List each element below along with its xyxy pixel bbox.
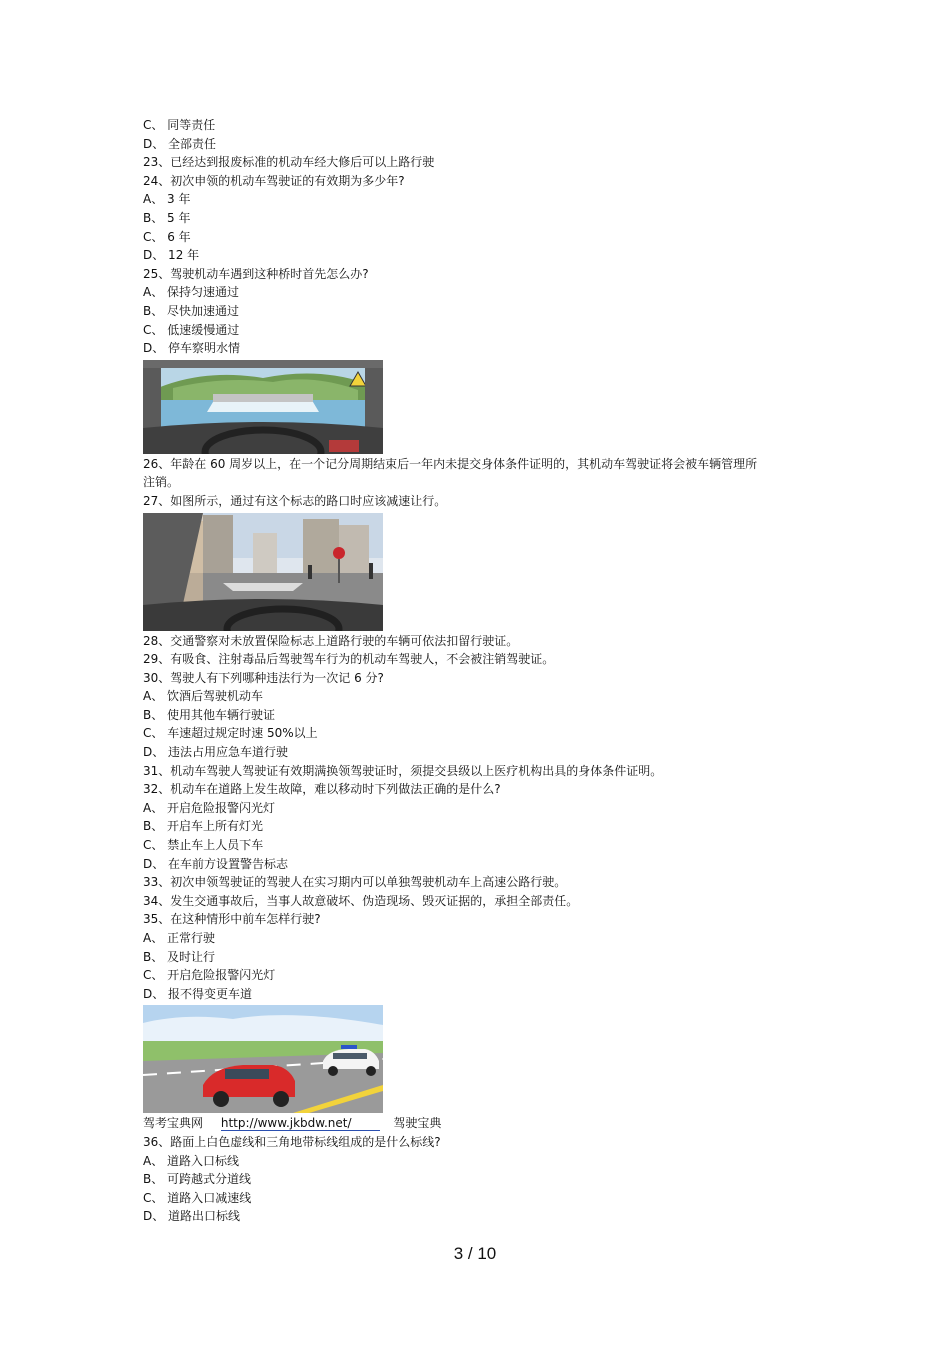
- question-28: 28、交通警察对未放置保险标志上道路行驶的车辆可依法扣留行驶证。: [143, 633, 519, 648]
- text-line: C、 开启危险报警闪光灯: [143, 968, 276, 983]
- question-34: 34、发生交通事故后，当事人故意破坏、伪造现场、毁灭证据的，承担全部责任。: [143, 893, 579, 908]
- text-line: B、 及时让行: [143, 949, 216, 964]
- site-url-link[interactable]: http://www.jkbdw.net/: [221, 1116, 380, 1131]
- text-line: D、 道路出口标线: [143, 1209, 241, 1224]
- text-line: B、 使用其他车辆行驶证: [143, 707, 276, 722]
- question-24: 24、初次申领的机动车驾驶证的有效期为多少年?: [143, 173, 405, 188]
- block-a: [143, 116, 763, 358]
- text-line: B、 开启车上所有灯光: [143, 819, 264, 834]
- text-line: A、 3 年: [143, 192, 191, 207]
- document-body: [143, 116, 763, 1226]
- question-36: 36、路面上白色虚线和三角地带标线组成的是什么标线?: [143, 1134, 441, 1149]
- text-line: A、 开启危险报警闪光灯: [143, 800, 276, 815]
- illustration-intersection: [143, 513, 383, 631]
- illustration-police-car: [143, 1005, 383, 1113]
- text-line: C、 6 年: [143, 229, 191, 244]
- question-23: 23、已经达到报废标准的机动车经大修后可以上路行驶: [143, 155, 435, 170]
- text-line: D、 报不得变更车道: [143, 986, 253, 1001]
- question-31: 31、机动车驾驶人驾驶证有效期满换领驾驶证时，须提交县级以上医疗机构出具的身体条件证明。: [143, 763, 663, 778]
- page-number: 3 / 10: [453, 1244, 497, 1263]
- block-c: [143, 632, 763, 1004]
- question-33: 33、初次申领驾驶证的驾驶人在实习期内可以单独驾驶机动车上高速公路行驶。: [143, 875, 567, 890]
- text-line: A、 保持匀速通过: [143, 285, 240, 300]
- text-line: C、 低速缓慢通过: [143, 322, 240, 337]
- text-line: B、 可跨越式分道线: [143, 1172, 252, 1187]
- text-line: A、 道路入口标线: [143, 1153, 240, 1168]
- text-line: D、 全部责任: [143, 136, 217, 151]
- question-32: 32、机动车在道路上发生故障，难以移动时下列做法正确的是什么?: [143, 782, 501, 797]
- text-line: C、 禁止车上人员下车: [143, 838, 264, 853]
- block-b: [143, 455, 763, 511]
- text-line: D、 违法占用应急车道行驶: [143, 745, 289, 760]
- text-line: C、 同等责任: [143, 118, 216, 132]
- text-line: D、 停车察明水情: [143, 341, 241, 356]
- question-25: 25、驾驶机动车遇到这种桥时首先怎么办?: [143, 266, 369, 281]
- question-27: 27、如图所示，通过有这个标志的路口时应该减速让行。: [143, 493, 447, 508]
- text-line: A、 正常行驶: [143, 931, 216, 945]
- text-line: C、 道路入口减速线: [143, 1190, 252, 1205]
- question-26: 26、年龄在 60 周岁以上，在一个记分周期结束后一年内未提交身体条件证明的，其机动车驾驶证将会被车辆管理所注销。: [143, 456, 758, 490]
- text-line: A、 饮酒后驾驶机动车: [143, 689, 264, 704]
- question-35: 35、在这种情形中前车怎样行驶?: [143, 912, 321, 927]
- site-footer-link-line: [143, 1114, 763, 1133]
- block-d: [143, 1133, 763, 1226]
- site-name: 驾考宝典网: [143, 1116, 204, 1131]
- text-line: B、 尽快加速通过: [143, 303, 240, 318]
- text-line: B、 5 年: [143, 210, 191, 225]
- text-line: D、 12 年: [143, 248, 200, 263]
- question-30: 30、驾驶人有下列哪种违法行为一次记 6 分?: [143, 670, 384, 685]
- text-line: C、 车速超过规定时速 50%以上: [143, 726, 318, 741]
- text-line: D、 在车前方设置警告标志: [143, 856, 289, 871]
- illustration-water-bridge: [143, 360, 383, 454]
- question-29: 29、有吸食、注射毒品后驾驶驾车行为的机动车驾驶人，不会被注销驾驶证。: [143, 652, 555, 667]
- site-label: 驾驶宝典: [393, 1116, 442, 1131]
